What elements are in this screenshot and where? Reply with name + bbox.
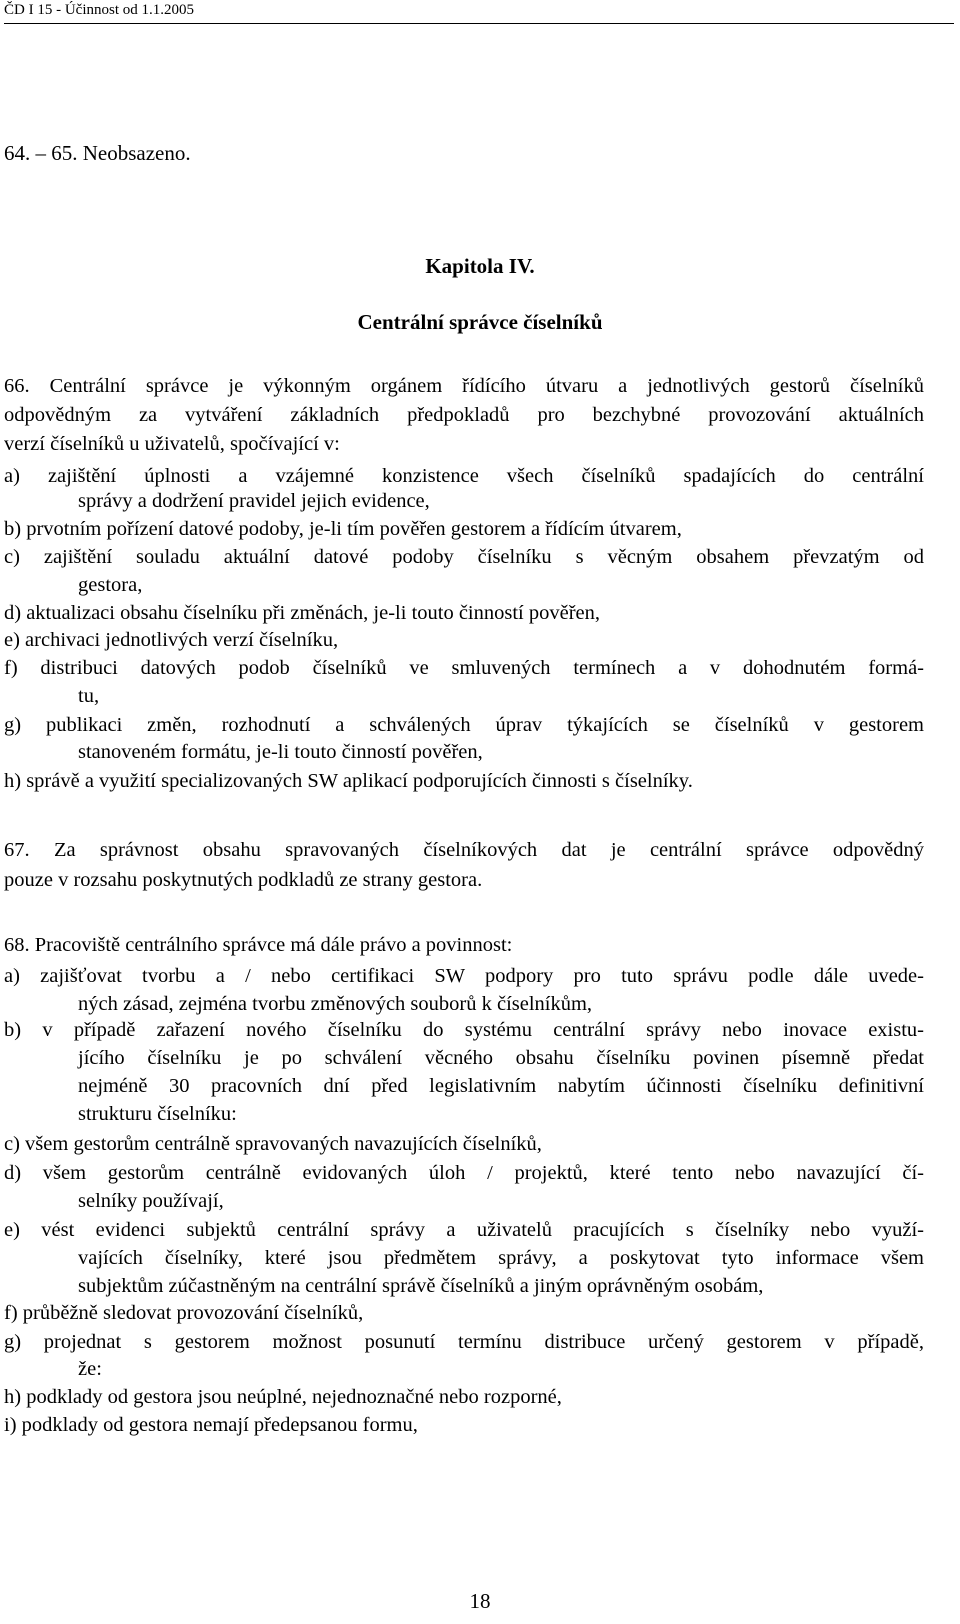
text-line: c) všem gestorům centrálně spravovaných navazujících číselníků,: [4, 1133, 542, 1155]
text-line: b) v případě zařazení nového číselníku do systému centrální správy nebo inovace existu-: [4, 1019, 924, 1041]
text-line: d) všem gestorům centrálně evidovaných úloh / projektů, které tento nebo navazující čí-: [4, 1162, 924, 1184]
text-line: ných zásad, zejména tvorbu změnových souborů k číselníkům,: [78, 993, 593, 1015]
text-line: jícího číselníku je po schválení věcného obsahu číselníku povinen písemně předat: [78, 1047, 924, 1069]
text-line: d) aktualizaci obsahu číselníku při změnách, je-li touto činností pověřen,: [4, 602, 601, 624]
text-line: f) distribuci datových podob číselníků ve smluvených termínech a v dohodnutém formá-: [4, 657, 924, 679]
text-line: tu,: [78, 685, 100, 707]
text-line: selníky používají,: [78, 1190, 224, 1212]
text-line: g) projednat s gestorem možnost posunutí termínu distribuce určený gestorem v případě,: [4, 1331, 924, 1353]
text-line: h) správě a využití specializovaných SW aplikací podporujících činnosti s číselníky.: [4, 770, 693, 792]
text-line: 67. Za správnost obsahu spravovaných číselníkových dat je centrální správce odpovědný: [4, 839, 924, 861]
text-line: gestora,: [78, 574, 143, 596]
chapter-title: Kapitola IV.: [425, 254, 535, 278]
text-line: odpovědným za vytváření základních předpokladů pro bezchybné provozování aktuálních: [4, 404, 924, 426]
text-line: g) publikaci změn, rozhodnutí a schválených úprav týkajících se číselníků v gestorem: [4, 714, 924, 736]
text-line: e) vést evidenci subjektů centrální správy a uživatelů pracujících s číselníky nebo využí-: [4, 1219, 924, 1241]
header-rule: [4, 23, 954, 24]
text-line: h) podklady od gestora jsou neúplné, nejednoznačné nebo rozporné,: [4, 1386, 562, 1408]
text-line: strukturu číselníku:: [78, 1103, 237, 1125]
text-line: verzí číselníků u uživatelů, spočívající v:: [4, 433, 340, 455]
text-line: pouze v rozsahu poskytnutých podkladů ze strany gestora.: [4, 869, 483, 891]
text-line: subjektům zúčastněným na centrální správě číselníků a jiným oprávněným osobám,: [78, 1275, 764, 1297]
text-line: a) zajištění úplnosti a vzájemné konzistence všech číselníků spadajících do centrální: [4, 465, 924, 487]
chapter-subtitle: Centrální správce číselníků: [357, 310, 603, 334]
page-header: ČD I 15 - Účinnost od 1.1.2005: [4, 2, 194, 18]
page-number: 18: [469, 1589, 491, 1613]
text-line: i) podklady od gestora nemají předepsanou formu,: [4, 1414, 418, 1436]
text-line: že:: [78, 1358, 102, 1380]
text-line: b) prvotním pořízení datové podoby, je-li tím pověřen gestorem a řídícím útvarem,: [4, 518, 682, 540]
text-line: správy a dodržení pravidel jejich evidence,: [78, 490, 430, 512]
text-line: nejméně 30 pracovních dní před legislativním nabytím účinnosti číselníku definitivní: [78, 1075, 924, 1097]
text-line: c) zajištění souladu aktuální datové podoby číselníku s věcným obsahem převzatým od: [4, 546, 924, 568]
text-line: a) zajišťovat tvorbu a / nebo certifikaci SW podpory pro tuto správu podle dále uvede-: [4, 965, 924, 987]
text-line: 66. Centrální správce je výkonným orgánem řídícího útvaru a jednotlivých gestorů číselníků: [4, 375, 924, 397]
text-line: stanoveném formátu, je-li touto činností pověřen,: [78, 741, 483, 763]
vacant-sections-note: 64. – 65. Neobsazeno.: [4, 141, 191, 165]
text-line: 68. Pracoviště centrálního správce má dále právo a povinnost:: [4, 934, 513, 956]
text-line: vajících číselníky, které jsou předmětem správy, a poskytovat tyto informace všem: [78, 1247, 924, 1269]
text-line: f) průběžně sledovat provozování číselníků,: [4, 1302, 364, 1324]
text-line: e) archivaci jednotlivých verzí číselníku,: [4, 629, 339, 651]
